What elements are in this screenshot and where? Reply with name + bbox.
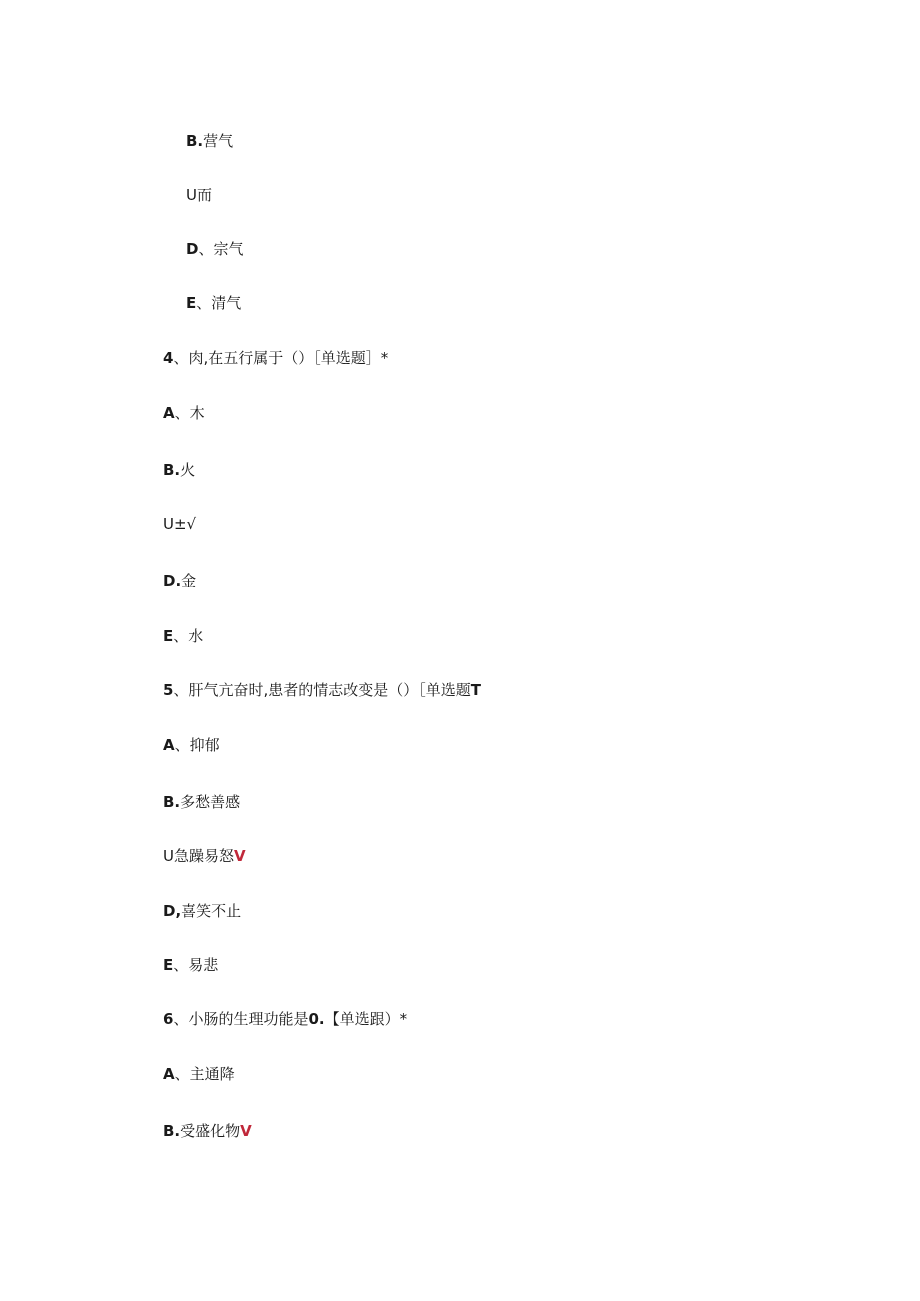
option-letter: A [163, 1065, 175, 1083]
option-letter: A [163, 404, 175, 422]
option-text: 喜笑不止 [181, 902, 242, 920]
option-text: 、主通降 [174, 1065, 235, 1083]
option-letter: B. [163, 793, 181, 811]
option-text: 、宗气 [198, 240, 244, 258]
option-text: 、水 [173, 627, 204, 645]
option-e-qing-qi [186, 293, 241, 313]
option-text: 受盛化物 [180, 1122, 241, 1140]
correct-answer-mark: V [240, 1122, 252, 1140]
question-text: 、小肠的生理功能是 [173, 1010, 309, 1028]
option-text: 多愁善感 [180, 793, 241, 811]
option-text: 、清气 [196, 294, 242, 312]
option-letter: E [163, 956, 174, 974]
option-e-sorrow [163, 955, 218, 975]
option-text: U±√ [163, 515, 197, 533]
option-letter: A [163, 736, 175, 754]
option-e-water [163, 626, 203, 646]
option-letter: B. [186, 132, 204, 150]
option-text: U急躁易怒 [163, 847, 234, 865]
option-text: 火 [180, 461, 196, 479]
option-a-descending [163, 1064, 235, 1084]
option-text: 、易悲 [173, 956, 219, 974]
option-d-zong-qi [186, 239, 243, 259]
option-b-fire [163, 460, 195, 480]
question-blank: 0. [308, 1010, 325, 1028]
option-b-melancholy [163, 792, 240, 812]
question-5 [163, 680, 481, 700]
option-d-laughter [163, 901, 241, 921]
option-text: 、抑郁 [174, 736, 220, 754]
question-number: 4 [163, 349, 174, 367]
option-c-irritability [163, 846, 246, 866]
option-text: 营气 [203, 132, 234, 150]
option-letter: D, [163, 902, 182, 920]
option-letter: E [186, 294, 197, 312]
question-text: 、肉,在五行属于（）［单选题］* [173, 349, 389, 367]
option-text: 金 [181, 572, 197, 590]
option-c-blood [186, 185, 212, 205]
option-letter: D [186, 240, 199, 258]
option-b-ying-qi [186, 131, 233, 151]
question-text: 、肝气亢奋时,患者的情志改变是（）［单选题 [173, 681, 471, 699]
question-6 [163, 1009, 407, 1029]
option-text: 、木 [174, 404, 205, 422]
option-a-depression [163, 735, 220, 755]
option-letter: D. [163, 572, 182, 590]
correct-answer-mark: V [233, 847, 246, 865]
question-number: 6 [163, 1010, 174, 1028]
option-letter: B. [163, 1122, 181, 1140]
option-a-wood [163, 403, 205, 423]
question-number: 5 [163, 681, 174, 699]
question-type-suffix: 【单选跟）* [324, 1010, 408, 1028]
question-type-suffix: T [470, 681, 481, 699]
option-letter: B. [163, 461, 181, 479]
option-text: U而 [186, 186, 212, 204]
question-4 [163, 348, 388, 368]
option-letter: E [163, 627, 174, 645]
option-b-receiving [163, 1121, 252, 1141]
option-d-metal [163, 571, 196, 591]
option-c-earth [163, 514, 196, 534]
